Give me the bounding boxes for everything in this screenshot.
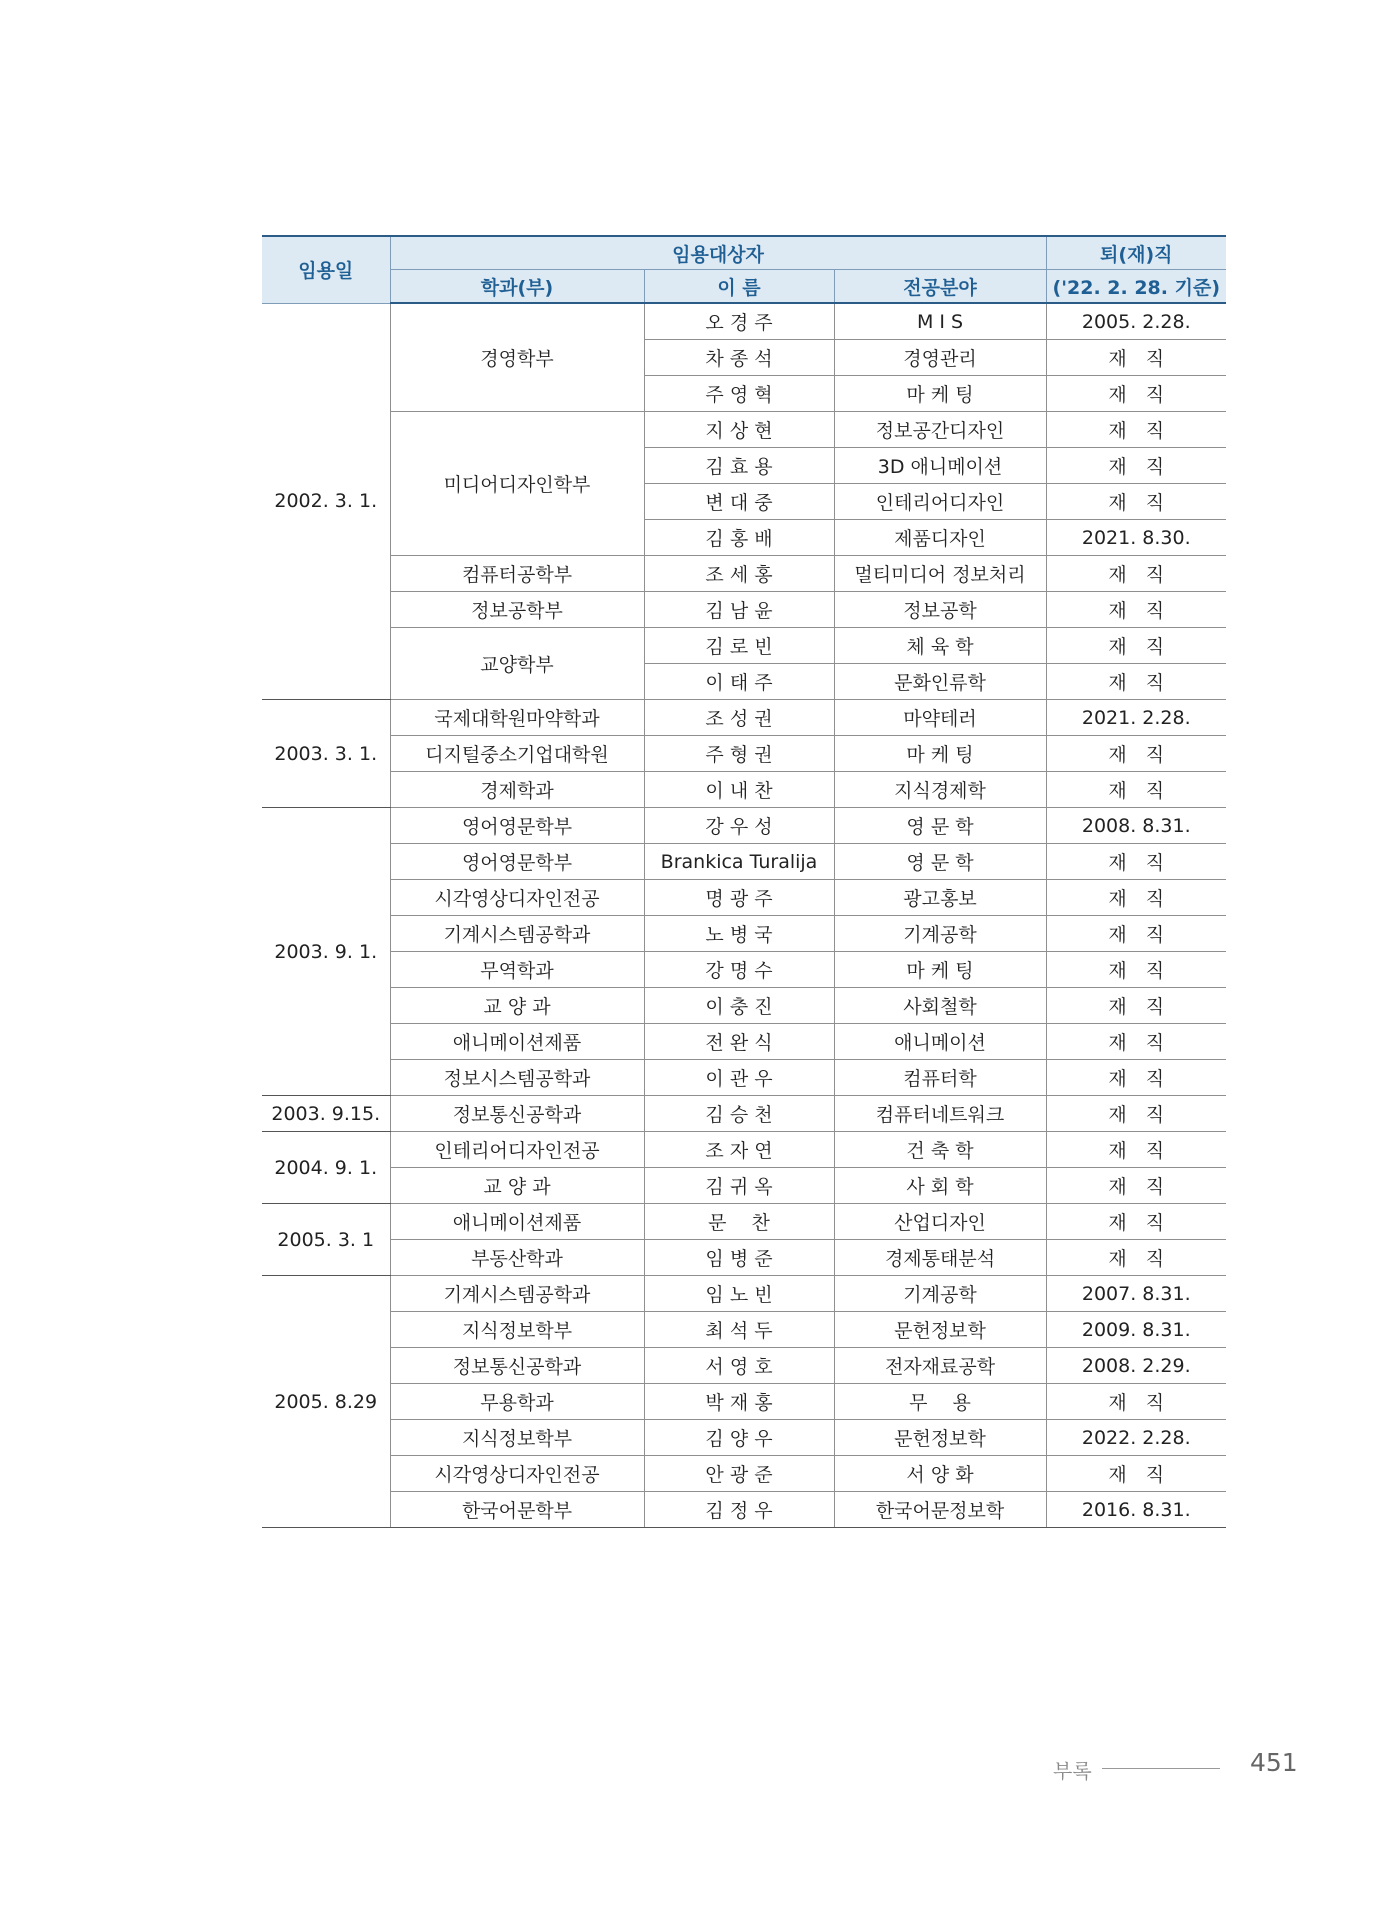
major-field-cell: 사회철학 bbox=[834, 988, 1046, 1024]
status-cell: 재 직 bbox=[1046, 988, 1226, 1024]
status-cell: 재 직 bbox=[1046, 592, 1226, 628]
name-cell: 김 효 용 bbox=[644, 448, 834, 484]
name-cell: 문 찬 bbox=[644, 1204, 834, 1240]
status-cell: 2021. 2.28. bbox=[1046, 700, 1226, 736]
status-cell: 2022. 2.28. bbox=[1046, 1420, 1226, 1456]
name-cell: 명 광 주 bbox=[644, 880, 834, 916]
major-field-cell: 건 축 학 bbox=[834, 1132, 1046, 1168]
status-cell: 재 직 bbox=[1046, 376, 1226, 412]
header-major-field: 전공분야 bbox=[834, 270, 1046, 304]
name-cell: 임 노 빈 bbox=[644, 1276, 834, 1312]
table-row bbox=[262, 412, 1226, 448]
status-cell: 2008. 2.29. bbox=[1046, 1348, 1226, 1384]
status-cell: 재 직 bbox=[1046, 1204, 1226, 1240]
table-row bbox=[262, 1276, 1226, 1312]
major-field-cell: 마 케 팅 bbox=[834, 376, 1046, 412]
major-field-cell: 문헌정보학 bbox=[834, 1312, 1046, 1348]
table-row bbox=[262, 1492, 1226, 1528]
status-cell: 2021. 8.30. bbox=[1046, 520, 1226, 556]
major-field-cell: 지식경제학 bbox=[834, 772, 1046, 808]
department-cell: 기계시스템공학과 bbox=[390, 916, 644, 952]
name-cell: 노 병 국 bbox=[644, 916, 834, 952]
status-cell: 재 직 bbox=[1046, 412, 1226, 448]
department-cell: 지식정보학부 bbox=[390, 1420, 644, 1456]
department-cell: 기계시스템공학과 bbox=[390, 1276, 644, 1312]
major-field-cell: 기계공학 bbox=[834, 1276, 1046, 1312]
major-field-cell: 문화인류학 bbox=[834, 664, 1046, 700]
name-cell: 차 종 석 bbox=[644, 340, 834, 376]
department-cell: 교양학부 bbox=[390, 628, 644, 700]
status-cell: 재 직 bbox=[1046, 1060, 1226, 1096]
department-cell: 시각영상디자인전공 bbox=[390, 1456, 644, 1492]
department-cell: 경영학부 bbox=[390, 303, 644, 412]
major-field-cell: 서 양 화 bbox=[834, 1456, 1046, 1492]
major-field-cell: 전자재료공학 bbox=[834, 1348, 1046, 1384]
table-row bbox=[262, 988, 1226, 1024]
table-row bbox=[262, 736, 1226, 772]
table-row bbox=[262, 1168, 1226, 1204]
name-cell: 박 재 홍 bbox=[644, 1384, 834, 1420]
department-cell: 시각영상디자인전공 bbox=[390, 880, 644, 916]
name-cell: 최 석 두 bbox=[644, 1312, 834, 1348]
name-cell: 오 경 주 bbox=[644, 303, 834, 340]
name-cell: 지 상 현 bbox=[644, 412, 834, 448]
major-field-cell: 산업디자인 bbox=[834, 1204, 1046, 1240]
header-department: 학과(부) bbox=[390, 270, 644, 304]
table-row bbox=[262, 844, 1226, 880]
table-row bbox=[262, 1420, 1226, 1456]
name-cell: 조 성 권 bbox=[644, 700, 834, 736]
table-row bbox=[262, 1024, 1226, 1060]
major-field-cell: 제품디자인 bbox=[834, 520, 1046, 556]
department-cell: 미디어디자인학부 bbox=[390, 412, 644, 556]
header-appointee-group: 임용대상자 bbox=[390, 236, 1046, 270]
appointment-date-cell: 2003. 9.15. bbox=[262, 1096, 390, 1132]
appointment-date-cell: 2003. 9. 1. bbox=[262, 808, 390, 1096]
major-field-cell: 영 문 학 bbox=[834, 808, 1046, 844]
status-cell: 2007. 8.31. bbox=[1046, 1276, 1226, 1312]
department-cell: 교 양 과 bbox=[390, 1168, 644, 1204]
status-cell: 재 직 bbox=[1046, 1024, 1226, 1060]
status-cell: 재 직 bbox=[1046, 1096, 1226, 1132]
status-cell: 재 직 bbox=[1046, 952, 1226, 988]
name-cell: 조 세 홍 bbox=[644, 556, 834, 592]
department-cell: 국제대학원마약학과 bbox=[390, 700, 644, 736]
table-row bbox=[262, 700, 1226, 736]
status-cell: 재 직 bbox=[1046, 556, 1226, 592]
footer-section-label: 부록 bbox=[1053, 1759, 1092, 1783]
name-cell: 전 완 식 bbox=[644, 1024, 834, 1060]
table-row bbox=[262, 1384, 1226, 1420]
status-cell: 재 직 bbox=[1046, 844, 1226, 880]
status-cell: 재 직 bbox=[1046, 664, 1226, 700]
status-cell: 재 직 bbox=[1046, 916, 1226, 952]
table-row bbox=[262, 628, 1226, 664]
name-cell: 주 영 혁 bbox=[644, 376, 834, 412]
status-cell: 재 직 bbox=[1046, 628, 1226, 664]
status-cell: 재 직 bbox=[1046, 880, 1226, 916]
name-cell: 강 우 성 bbox=[644, 808, 834, 844]
major-field-cell: 경제통태분석 bbox=[834, 1240, 1046, 1276]
department-cell: 컴퓨터공학부 bbox=[390, 556, 644, 592]
department-cell: 정보공학부 bbox=[390, 592, 644, 628]
appointment-date-cell: 2005. 3. 1 bbox=[262, 1204, 390, 1276]
table-row bbox=[262, 916, 1226, 952]
status-cell: 재 직 bbox=[1046, 448, 1226, 484]
table-row bbox=[262, 556, 1226, 592]
status-cell: 2016. 8.31. bbox=[1046, 1492, 1226, 1528]
name-cell: 주 형 권 bbox=[644, 736, 834, 772]
major-field-cell: 인테리어디자인 bbox=[834, 484, 1046, 520]
department-cell: 부동산학과 bbox=[390, 1240, 644, 1276]
major-field-cell: 경영관리 bbox=[834, 340, 1046, 376]
appointment-date-cell: 2005. 8.29 bbox=[262, 1276, 390, 1528]
name-cell: 강 명 수 bbox=[644, 952, 834, 988]
department-cell: 정보통신공학과 bbox=[390, 1348, 644, 1384]
status-cell: 재 직 bbox=[1046, 484, 1226, 520]
department-cell: 인테리어디자인전공 bbox=[390, 1132, 644, 1168]
name-cell: 서 영 호 bbox=[644, 1348, 834, 1384]
department-cell: 지식정보학부 bbox=[390, 1312, 644, 1348]
name-cell: 김 승 천 bbox=[644, 1096, 834, 1132]
table-row bbox=[262, 808, 1226, 844]
header-name: 이 름 bbox=[644, 270, 834, 304]
name-cell: 김 남 윤 bbox=[644, 592, 834, 628]
department-cell: 영어영문학부 bbox=[390, 808, 644, 844]
department-cell: 애니메이션제품 bbox=[390, 1204, 644, 1240]
table-row bbox=[262, 1240, 1226, 1276]
name-cell: 이 내 찬 bbox=[644, 772, 834, 808]
header-status-line1: 퇴(재)직 bbox=[1046, 236, 1226, 270]
appointment-date-cell: 2003. 3. 1. bbox=[262, 700, 390, 808]
department-cell: 영어영문학부 bbox=[390, 844, 644, 880]
major-field-cell: 영 문 학 bbox=[834, 844, 1046, 880]
appointment-date-cell: 2002. 3. 1. bbox=[262, 303, 390, 700]
department-cell: 무용학과 bbox=[390, 1384, 644, 1420]
header-status-line2: ('22. 2. 28. 기준) bbox=[1046, 270, 1226, 304]
name-cell: 김 양 우 bbox=[644, 1420, 834, 1456]
major-field-cell: 무 용 bbox=[834, 1384, 1046, 1420]
major-field-cell: M I S bbox=[834, 303, 1046, 340]
name-cell: Brankica Turalija bbox=[644, 844, 834, 880]
major-field-cell: 컴퓨터학 bbox=[834, 1060, 1046, 1096]
name-cell: 조 자 연 bbox=[644, 1132, 834, 1168]
status-cell: 재 직 bbox=[1046, 772, 1226, 808]
status-cell: 재 직 bbox=[1046, 736, 1226, 772]
table-body bbox=[262, 303, 1226, 1528]
major-field-cell: 한국어문정보학 bbox=[834, 1492, 1046, 1528]
table-row bbox=[262, 1096, 1226, 1132]
status-cell: 2009. 8.31. bbox=[1046, 1312, 1226, 1348]
department-cell: 디지털중소기업대학원 bbox=[390, 736, 644, 772]
table-row bbox=[262, 880, 1226, 916]
major-field-cell: 체 육 학 bbox=[834, 628, 1046, 664]
major-field-cell: 광고홍보 bbox=[834, 880, 1046, 916]
appointment-table bbox=[262, 235, 1226, 1528]
name-cell: 임 병 준 bbox=[644, 1240, 834, 1276]
status-cell: 2005. 2.28. bbox=[1046, 303, 1226, 340]
footer-divider bbox=[1102, 1768, 1220, 1769]
major-field-cell: 사 회 학 bbox=[834, 1168, 1046, 1204]
major-field-cell: 문헌정보학 bbox=[834, 1420, 1046, 1456]
major-field-cell: 정보공학 bbox=[834, 592, 1046, 628]
major-field-cell: 멀티미디어 정보처리 bbox=[834, 556, 1046, 592]
table-row bbox=[262, 1204, 1226, 1240]
table-row bbox=[262, 303, 1226, 340]
name-cell: 김 귀 옥 bbox=[644, 1168, 834, 1204]
major-field-cell: 3D 애니메이션 bbox=[834, 448, 1046, 484]
name-cell: 안 광 준 bbox=[644, 1456, 834, 1492]
table-row bbox=[262, 772, 1226, 808]
department-cell: 교 양 과 bbox=[390, 988, 644, 1024]
department-cell: 무역학과 bbox=[390, 952, 644, 988]
status-cell: 재 직 bbox=[1046, 1132, 1226, 1168]
department-cell: 정보시스템공학과 bbox=[390, 1060, 644, 1096]
table-row bbox=[262, 1132, 1226, 1168]
table-row bbox=[262, 952, 1226, 988]
name-cell: 이 태 주 bbox=[644, 664, 834, 700]
major-field-cell: 애니메이션 bbox=[834, 1024, 1046, 1060]
table-row bbox=[262, 1348, 1226, 1384]
status-cell: 재 직 bbox=[1046, 1168, 1226, 1204]
name-cell: 김 정 우 bbox=[644, 1492, 834, 1528]
name-cell: 김 홍 배 bbox=[644, 520, 834, 556]
name-cell: 김 로 빈 bbox=[644, 628, 834, 664]
status-cell: 재 직 bbox=[1046, 1456, 1226, 1492]
major-field-cell: 컴퓨터네트워크 bbox=[834, 1096, 1046, 1132]
department-cell: 정보통신공학과 bbox=[390, 1096, 644, 1132]
major-field-cell: 기계공학 bbox=[834, 916, 1046, 952]
appointment-date-cell: 2004. 9. 1. bbox=[262, 1132, 390, 1204]
name-cell: 변 대 중 bbox=[644, 484, 834, 520]
status-cell: 2008. 8.31. bbox=[1046, 808, 1226, 844]
status-cell: 재 직 bbox=[1046, 1384, 1226, 1420]
status-cell: 재 직 bbox=[1046, 340, 1226, 376]
major-field-cell: 정보공간디자인 bbox=[834, 412, 1046, 448]
table-header bbox=[262, 236, 1226, 303]
name-cell: 이 관 우 bbox=[644, 1060, 834, 1096]
department-cell: 경제학과 bbox=[390, 772, 644, 808]
name-cell: 이 충 진 bbox=[644, 988, 834, 1024]
table-row bbox=[262, 592, 1226, 628]
table-row bbox=[262, 1456, 1226, 1492]
major-field-cell: 마약테러 bbox=[834, 700, 1046, 736]
table-row bbox=[262, 1060, 1226, 1096]
department-cell: 애니메이션제품 bbox=[390, 1024, 644, 1060]
status-cell: 재 직 bbox=[1046, 1240, 1226, 1276]
table-row bbox=[262, 1312, 1226, 1348]
page-number: 451 bbox=[1250, 1748, 1298, 1777]
department-cell: 한국어문학부 bbox=[390, 1492, 644, 1528]
header-appointment-date: 임용일 bbox=[262, 236, 390, 303]
major-field-cell: 마 케 팅 bbox=[834, 952, 1046, 988]
major-field-cell: 마 케 팅 bbox=[834, 736, 1046, 772]
